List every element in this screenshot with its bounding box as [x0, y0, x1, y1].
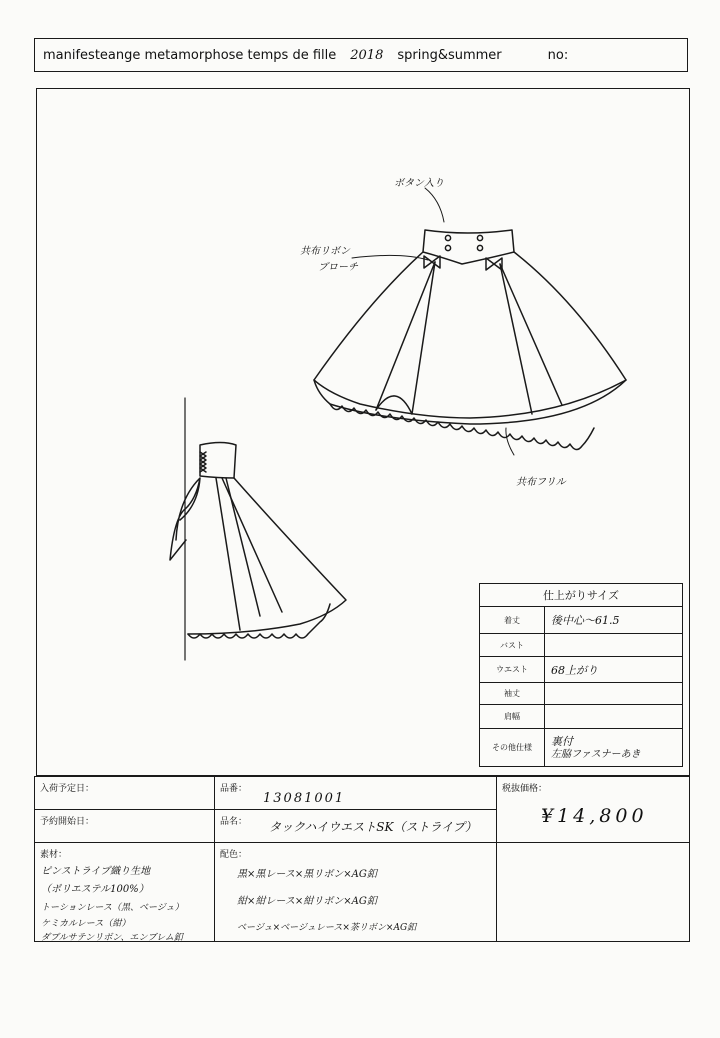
color-list [237, 861, 416, 942]
arrival-cell [35, 777, 215, 810]
color-label: 配色： [220, 850, 248, 860]
size-row-other [480, 729, 682, 766]
material-item: ケミカルレース（紺） [41, 919, 131, 929]
size-label: 袖丈 [480, 683, 545, 704]
item-name-cell [215, 810, 497, 843]
other-spec-line2: 左脇ファスナーあき [551, 748, 641, 760]
size-label: バスト [480, 634, 545, 656]
season-year: 2018 [350, 47, 384, 63]
season-name: spring&summer [397, 47, 502, 63]
size-value [545, 634, 682, 656]
material-cell [35, 843, 215, 941]
size-label: ウエスト [480, 657, 545, 682]
other-spec-line1: 裏付 [551, 734, 573, 748]
info-grid [34, 776, 690, 942]
material-item: ダブルサテンリボン、エンブレム釦 [41, 933, 183, 943]
preorder-label: 予約開始日： [40, 817, 95, 827]
size-value [545, 729, 682, 766]
price-label: 税抜価格： [502, 784, 548, 794]
size-value [545, 683, 682, 704]
size-table [479, 583, 683, 767]
side-skirt-drawing [170, 398, 346, 660]
price-cell [497, 777, 689, 843]
size-row-length [480, 607, 682, 634]
number-label: no: [547, 47, 569, 63]
front-skirt-drawing [314, 188, 626, 455]
size-value: 68上がり [551, 663, 598, 677]
item-number-value: 13081001 [263, 791, 346, 806]
brooch-annotation-line2: ブローチ [318, 262, 358, 273]
size-row-shoulder [480, 705, 682, 729]
color-item: ベージュ×ベージュレース×茶リボン×AG釦 [237, 923, 417, 933]
item-name-label: 品名： [220, 817, 248, 827]
item-number-cell [215, 777, 497, 810]
size-value [545, 705, 682, 728]
item-number-label: 品番： [220, 784, 248, 794]
size-label: その他仕様 [480, 729, 545, 766]
material-item: ピンストライプ織り生地 [41, 866, 151, 877]
buttons-annotation: ボタン入り [394, 178, 444, 189]
brand-name: manifesteange metamorphose temps de fille [43, 47, 337, 63]
material-item: トーションレース（黒、ベージュ） [41, 903, 184, 913]
size-row-waist [480, 657, 682, 683]
brooch-annotation-line1: 共布リボン [300, 246, 350, 257]
size-label: 肩幅 [480, 705, 545, 728]
preorder-cell [35, 810, 215, 843]
size-table-title: 仕上がりサイズ [480, 584, 682, 607]
material-list [41, 863, 184, 945]
price-value: ¥14,800 [541, 805, 648, 827]
size-row-sleeve [480, 683, 682, 705]
size-row-bust [480, 634, 682, 657]
item-name-value: タックハイウエストSK（ストライプ） [269, 820, 477, 834]
material-label: 素材： [40, 850, 68, 860]
arrival-label: 入荷予定日： [40, 784, 95, 794]
size-value: 後中心〜61.5 [551, 614, 620, 627]
size-label: 着丈 [480, 607, 545, 633]
material-item: （ポリエステル100%） [41, 884, 149, 895]
color-item: 黒×黒レース×黒リボン×AG釦 [237, 869, 377, 880]
frill-annotation: 共布フリル [516, 477, 566, 488]
color-cell [215, 843, 497, 941]
notes-cell [497, 843, 689, 941]
color-item: 紺×紺レース×紺リボン×AG釦 [237, 896, 377, 907]
